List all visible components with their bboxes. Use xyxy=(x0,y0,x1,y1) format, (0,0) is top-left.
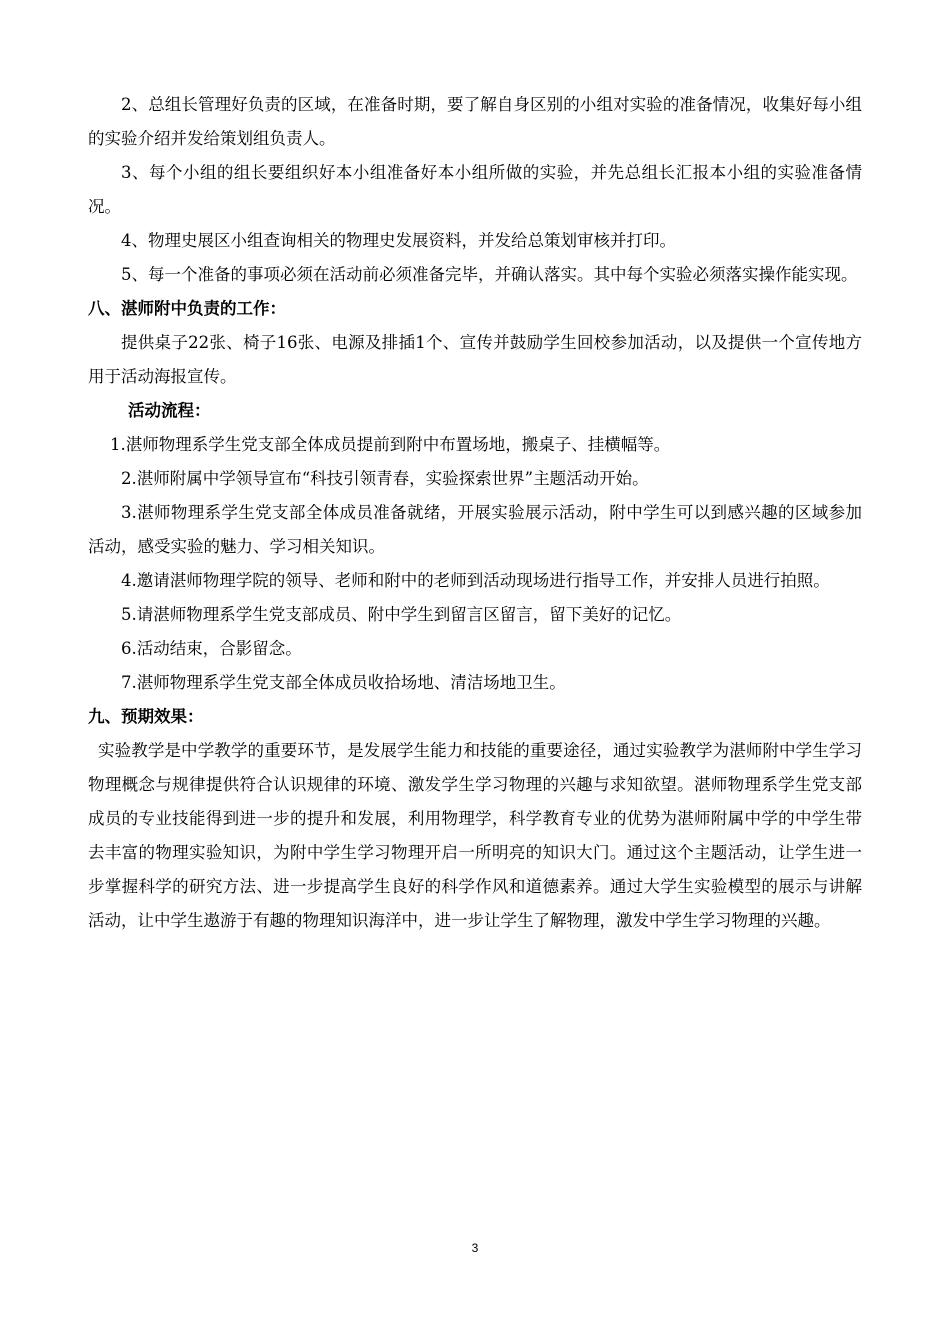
section7-item-3: 3、每个小组的组长要组织好本小组准备好本小组所做的实验，并先总组长汇报本小组的实验准备情况。 xyxy=(88,163,862,216)
section7-item-5: 5、每一个准备的事项必须在活动前必须准备完毕，并确认落实。其中每个实验必须落实操作能实现。 xyxy=(121,265,858,284)
flow-step-7: 7.湛师物理系学生党支部全体成员收拾场地、清洁场地卫生。 xyxy=(121,673,566,692)
section9-body: 实验教学是中学教学的重要环节，是发展学生能力和技能的重要途径，通过实验教学为湛师附中学生学习物理概念与规律提供符合认识规律的环境、激发学生学习物理的兴趣与求知欲望。湛师物理系学生党支部成员的专业技能得到进一步的提升和发展，利用物理学，科学教育专业的优势为湛师附属中学的中学生带去丰富的物理实验知识，为附中学生学习物理开启一所明亮的知识大门。通过这个主题活动，让学生进一步掌握科学的研究方法、进一步提高学生良好的科学作风和道德素养。通过大学生实验模型的展示与讲解活动，让中学生遨游于有趣的物理知识海洋中，进一步让学生了解物理，激发中学生学习物理的兴趣。 xyxy=(88,741,862,930)
flow-heading: 活动流程： xyxy=(128,401,211,420)
flow-step-5: 5.请湛师物理系学生党支部成员、附中学生到留言区留言，留下美好的记忆。 xyxy=(121,605,682,624)
section7-item-2: 2、总组长管理好负责的区域，在准备时期，要了解自身区别的小组对实验的准备情况，收集好每小组的实验介绍并发给策划组负责人。 xyxy=(88,95,862,148)
flow-step-2: 2.湛师附属中学领导宣布“科技引领青春，实验探索世界”主题活动开始。 xyxy=(121,469,649,488)
flow-step-3: 3.湛师物理系学生党支部全体成员准备就绪，开展实验展示活动，附中学生可以到感兴趣的区域参加活动，感受实验的魅力、学习相关知识。 xyxy=(88,503,862,556)
flow-step-4: 4.邀请湛师物理学院的领导、老师和附中的老师到活动现场进行指导工作，并安排人员进行拍照。 xyxy=(121,571,830,590)
section8-body: 提供桌子22张、椅子16张、电源及排插1个、宣传并鼓励学生回校参加活动，以及提供一个宣传地方用于活动海报宣传。 xyxy=(88,333,862,386)
flow-step-6: 6.活动结束，合影留念。 xyxy=(121,639,302,658)
document-page xyxy=(88,88,862,938)
section7-item-4: 4、物理史展区小组查询相关的物理史发展资料，并发给总策划审核并打印。 xyxy=(121,231,676,250)
flow-step-1: 1.湛师物理系学生党支部全体成员提前到附中布置场地，搬桌子、挂横幅等。 xyxy=(110,435,671,454)
section8-heading: 八、湛师附中负责的工作： xyxy=(88,299,286,318)
section9-heading: 九、预期效果： xyxy=(88,707,204,726)
page-number: 3 xyxy=(471,1241,479,1255)
